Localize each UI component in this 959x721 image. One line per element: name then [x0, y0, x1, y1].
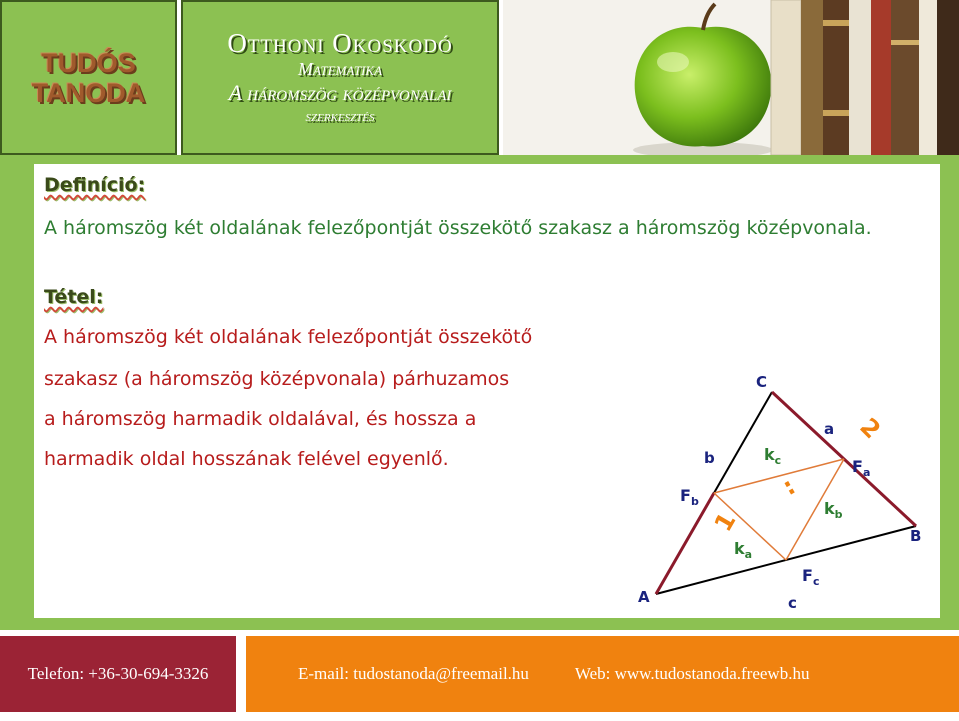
definition-heading: Definíció: [44, 174, 146, 196]
midline-kb-label: $k_b$ [824, 499, 843, 521]
side-a-label: a [824, 420, 835, 438]
page-title: Otthoni Okoskodó [227, 27, 453, 58]
ratio-two: 2 [854, 412, 886, 445]
vertex-b-label: B [910, 527, 922, 545]
footer-contact-panel [246, 636, 959, 712]
ratio-colon: : [777, 472, 801, 502]
logo-line-2: TANODA [31, 77, 146, 108]
footer-web[interactable]: Web: www.tudostanoda.freewb.hu [574, 664, 810, 683]
logo-line-1: TUDÓS [41, 47, 136, 78]
theorem-heading: Tétel: [44, 286, 104, 308]
footer-email[interactable]: E-mail: tudostanoda@freemail.hu [298, 664, 529, 683]
footer-phone-panel [0, 636, 236, 712]
apple-books-image [503, 0, 959, 155]
apple-books-illustration [503, 0, 959, 155]
side-b-label: b [704, 449, 715, 467]
theorem-line-2: szakasz (a háromszög középvonala) párhuzamos [44, 368, 510, 390]
footer-phone: Telefon: +36-30-694-3326 [27, 664, 209, 683]
logo [0, 0, 177, 155]
vertex-c-label: C [756, 373, 768, 391]
content-panel [34, 164, 940, 618]
topic-subtitle: szerkesztés [305, 108, 375, 125]
triangle-diagram [34, 164, 940, 618]
side-c-label: c [788, 594, 797, 612]
definition-text: A háromszög két oldalának felezőpontját összekötő szakasz a háromszög középvonala. [44, 217, 872, 239]
segment-a-fb [656, 493, 714, 594]
theorem-line-3: a háromszög harmadik oldalával, és hossza a [44, 408, 477, 430]
midpoint-fc-label: $F_c$ [802, 566, 820, 588]
midline-ka-label: $k_a$ [734, 539, 753, 561]
theorem-line-4: harmadik oldal hosszának felével egyenlő. [44, 448, 449, 470]
ratio-one: 1 [708, 507, 742, 537]
midpoint-fa-label: $F_a$ [852, 457, 871, 479]
topic-title: A háromszög középvonalai [228, 79, 452, 105]
title-panel [181, 0, 499, 155]
theorem-line-1: A háromszög két oldalának felezőpontját összekötő [44, 326, 533, 348]
subject-title: Matematika [297, 58, 383, 79]
midpoint-fb-label: $F_b$ [680, 486, 699, 508]
vertex-a-label: A [638, 588, 650, 606]
midline-kc-label: $k_c$ [764, 445, 782, 467]
